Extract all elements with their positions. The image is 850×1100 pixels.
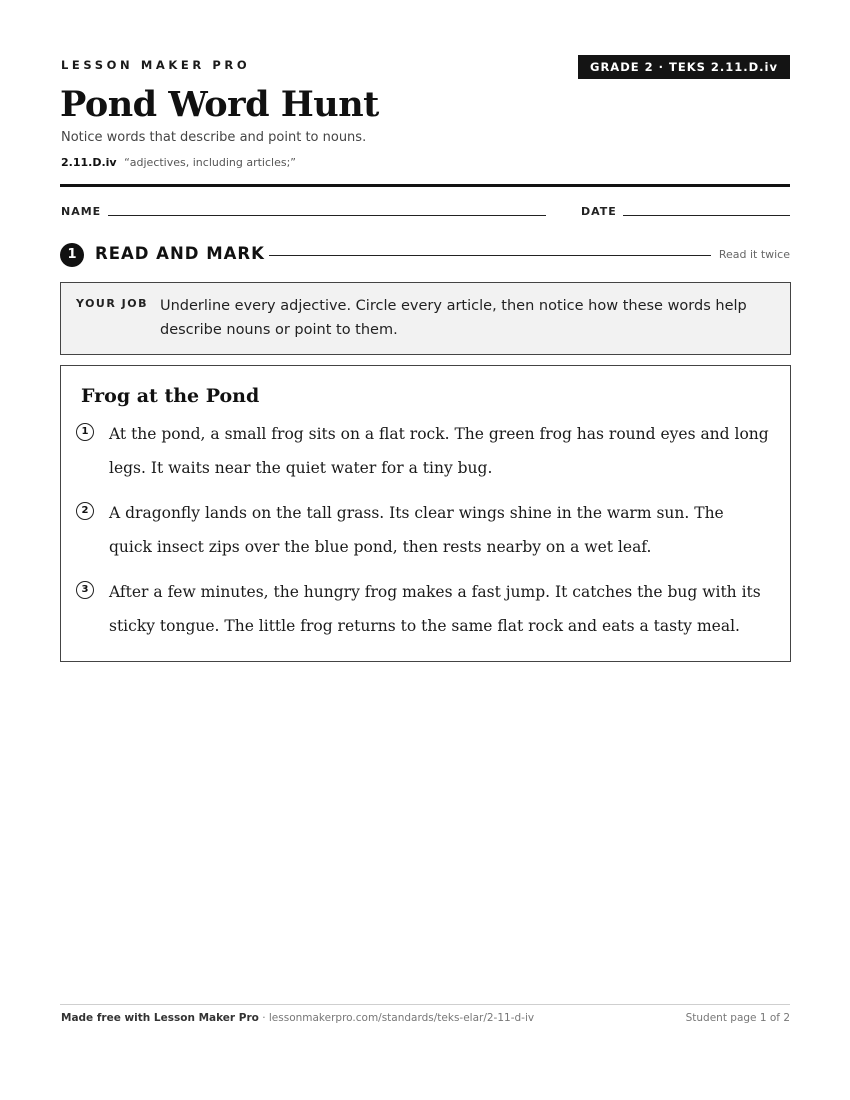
page-title: Pond Word Hunt xyxy=(60,84,379,125)
name-label: NAME xyxy=(61,205,102,218)
date-field[interactable] xyxy=(623,215,790,216)
header-divider xyxy=(60,184,790,187)
instructions-box xyxy=(60,282,791,355)
instructions-label: YOUR JOB xyxy=(76,297,148,310)
section-number-badge: 1 xyxy=(60,243,84,267)
paragraph-number-2: 2 xyxy=(76,502,94,520)
instructions-text: Underline every adjective. Circle every article, then notice how these words help describe nouns or point to them. xyxy=(160,298,747,338)
footer-separator: · xyxy=(258,1012,269,1024)
name-field[interactable] xyxy=(108,215,546,216)
passage-title: Frog at the Pond xyxy=(81,385,260,407)
paragraph-number-3: 3 xyxy=(76,581,94,599)
footer-url[interactable]: lessonmakerpro.com/standards/teks-elar/2-11-d-iv xyxy=(268,1012,535,1024)
footer-page-number: Student page 1 of 2 xyxy=(685,1012,790,1024)
standard-code: 2.11.D.iv xyxy=(61,156,117,169)
section-note: Read it twice xyxy=(718,248,790,261)
footer-divider xyxy=(60,1004,790,1005)
paragraph-2: A dragonfly lands on the tall grass. Its clear wings shine in the warm sun. The quick insect zips over the blue pond, then rests nearby on a wet leaf. xyxy=(109,504,724,556)
paragraph-3: After a few minutes, the hungry frog makes a fast jump. It catches the bug with its sticky tongue. The little frog returns to the same flat rock and eats a tasty meal. xyxy=(109,583,761,635)
page-subtitle: Notice words that describe and point to nouns. xyxy=(61,130,367,145)
standard-reference xyxy=(61,156,296,169)
paragraph-number-1: 1 xyxy=(76,423,94,441)
standard-quote: “adjectives, including articles;” xyxy=(124,156,296,169)
footer-credit xyxy=(61,1012,534,1024)
footer-made-by: Made free with Lesson Maker Pro xyxy=(61,1012,259,1024)
section-title: READ AND MARK xyxy=(95,244,265,263)
grade-badge: GRADE 2 · TEKS 2.11.D.iv xyxy=(578,55,790,79)
date-label: DATE xyxy=(581,205,617,218)
reading-passage xyxy=(60,365,791,662)
paragraph-1: At the pond, a small frog sits on a flat rock. The green frog has round eyes and long legs. It waits near the quiet water for a tiny bug. xyxy=(109,425,769,477)
brand-name: LESSON MAKER PRO xyxy=(61,58,251,72)
section-divider xyxy=(269,255,711,256)
